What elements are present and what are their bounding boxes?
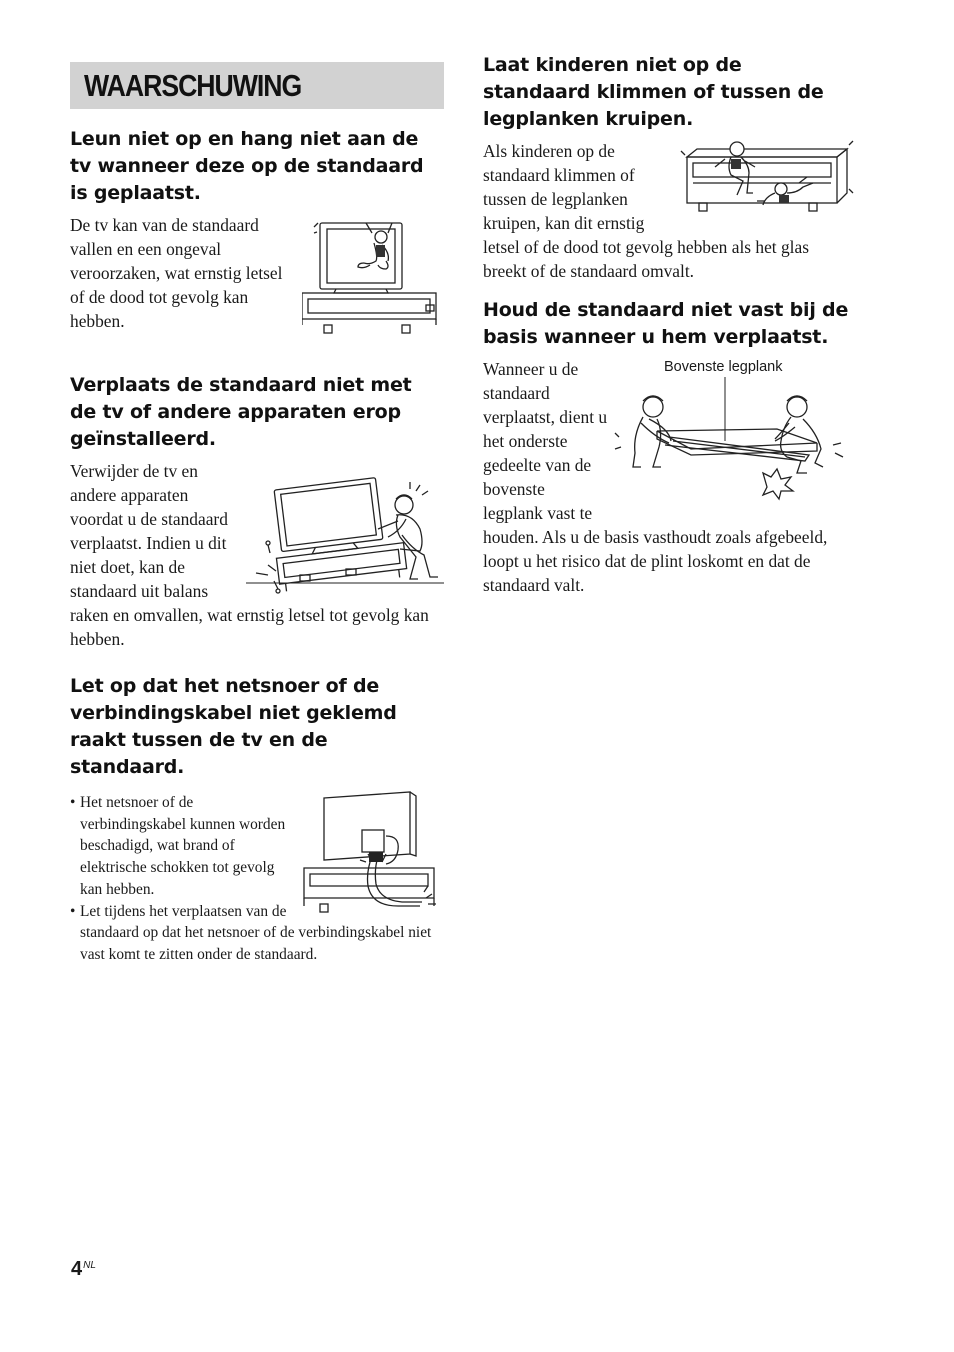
- text-children: Als kinderen op de standaard klimmen of tussen de legplanken kruipen, kan dit ernstig letsel of de dood tot gevolg hebben als het glas breekt of de standaard omvalt.: [483, 141, 809, 281]
- heading-cable: Let op dat het netsnoer of de verbindingskabel niet geklemd raakt tussen de tv en de standaard.: [70, 675, 397, 778]
- right-column: [483, 52, 855, 597]
- figure-children-climbing: [679, 139, 855, 215]
- text-hold-base: Wanneer u de standaard verplaatst, dient u het onderste gedeelte van de bovenste legplank vast te houden. Als u de basis vasthoudt zoals afgebeeld, loopt u het risico dat de plint loskomt en dat de standaard valt.: [483, 359, 828, 595]
- heading-move-with-tv: Verplaats de standaard niet met de tv of andere apparaten erop geïnstalleerd.: [70, 374, 412, 450]
- tv-hanging-illustration: [302, 215, 444, 339]
- section-move-with-tv: [70, 459, 444, 651]
- warning-title: WAARSCHUWING: [84, 67, 302, 103]
- list-item: • Let tijdens het verplaatsen van de standaard op dat het netsnoer of de verbindingskabel niet vast komt te zitten onder de standaard.: [70, 901, 444, 966]
- two-people-lifting-illustration: [613, 353, 855, 509]
- page-lang: NL: [83, 1260, 96, 1271]
- text-lean: De tv kan van de standaard vallen en een ongeval veroorzaken, wat ernstig letsel of de dood tot gevolg kan hebben.: [70, 215, 283, 331]
- heading-lean: Leun niet op en hang niet aan de tv wanneer deze op de standaard is geplaatst.: [70, 128, 424, 204]
- left-column: [70, 62, 444, 966]
- section-children: [483, 139, 855, 283]
- heading-children: Laat kinderen niet op de standaard klimmen of tussen de legplanken kruipen.: [483, 54, 824, 130]
- label-top-shelf: Bovenste legplank: [664, 359, 783, 375]
- cable-bullet-list: [70, 792, 444, 966]
- text-move-with-tv: Verwijder de tv en andere apparaten voordat u de standaard verplaatst. Indien u dit niet doet, kan de standaard uit balans raken en omvallen, wat ernstig letsel tot gevolg kan hebben.: [70, 461, 429, 649]
- section-hold-base: [483, 357, 855, 597]
- section-lean: [70, 213, 444, 333]
- page-number: $4^{NL}$: [71, 1258, 96, 1280]
- figure-person-pushing: [246, 461, 444, 599]
- section-cable: [70, 792, 444, 966]
- list-item: • Het netsnoer of de verbindingskabel kunnen worden beschadigd, wat brand of elektrische schokken tot gevolg kan hebben.: [70, 792, 444, 901]
- figure-tv-hanging: [302, 215, 444, 339]
- heading-hold-base: Houd de standaard niet vast bij de basis wanneer u hem verplaatst.: [483, 299, 849, 348]
- person-pushing-illustration: [246, 461, 444, 599]
- figure-two-people-lifting: [613, 353, 855, 509]
- children-climbing-illustration: [679, 139, 855, 215]
- warning-banner: [70, 62, 444, 109]
